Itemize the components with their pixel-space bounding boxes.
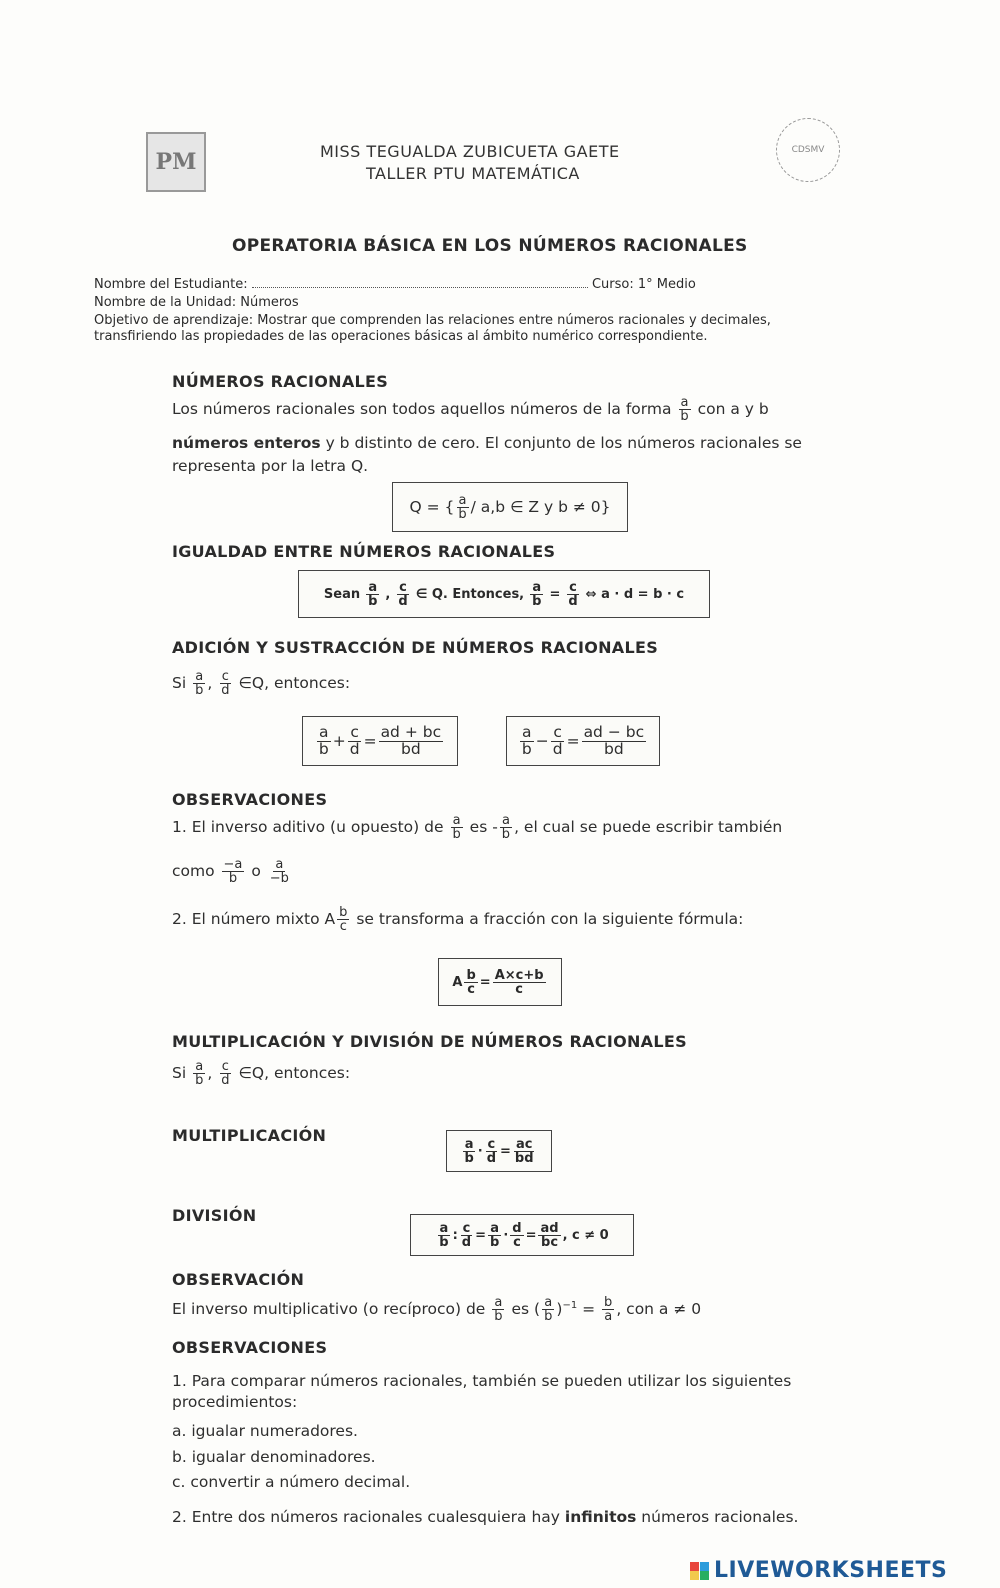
definition-line-3: representa por la letra Q.: [172, 457, 369, 475]
reciprocal-observation: El inverso multiplicativo (o recíproco) de $\frac{a}{b}$ es ( $\frac{a}{b}$ )$^{-1}$ = $\frac{b}{a}$ , con a ≠ 0: [172, 1295, 702, 1325]
formula-fraction: $\frac{a}{b}$: [458, 492, 467, 522]
comparison-item-1: 1. Para comparar números racionales, también se pueden utilizar los siguientes: [172, 1372, 792, 1390]
course-label: Curso: 1° Medio: [591, 277, 696, 292]
teacher-name: MISS TEGUALDA ZUBICUETA GAETE: [320, 142, 620, 161]
procedure-b: b. igualar denominadores.: [172, 1448, 376, 1466]
page-title: OPERATORIA BÁSICA EN LOS NÚMEROS RACIONALES: [232, 236, 748, 256]
mixed-number-formula-box: A $\frac{b}{c}$ = $\frac{A\times c+b}{c}$: [438, 958, 562, 1006]
comparison-item-1-cont: procedimientos:: [172, 1393, 298, 1411]
observation-item-1: 1. El inverso aditivo (u opuesto) de $\frac{a}{b}$ es - $\frac{a}{b}$ , el cual se puede escribir también: [172, 813, 783, 842]
entonces-text: ∈ Q. Entonces,: [415, 586, 525, 602]
school-logo-text: PM: [155, 149, 197, 175]
definition-paragraph: [172, 396, 872, 423]
objective-line-1: Objetivo de aprendizaje: Mostrar que comprenden las relaciones entre números racionales y decimales,: [94, 313, 771, 328]
observations-heading-2: OBSERVACIONES: [172, 1338, 328, 1357]
division-heading: DIVISIÓN: [172, 1206, 257, 1225]
equality-result: ⇔ a · d = b · c: [585, 586, 685, 602]
student-label: Nombre del Estudiante:: [94, 277, 248, 292]
section-heading-adicion: ADICIÓN Y SUSTRACCIÓN DE NÚMEROS RACIONALES: [172, 638, 659, 657]
procedure-c: c. convertir a número decimal.: [172, 1473, 411, 1491]
section-heading-igualdad: IGUALDAD ENTRE NÚMEROS RACIONALES: [172, 542, 556, 561]
workshop-name: TALLER PTU MATEMÁTICA: [366, 164, 580, 183]
definition-line-2: [172, 432, 802, 455]
section-heading-racionales: NÚMEROS RACIONALES: [172, 372, 389, 391]
brand-icon: [690, 1562, 710, 1580]
liveworksheets-logo[interactable]: [690, 1558, 947, 1583]
definition-text-2: con a y b: [697, 400, 769, 418]
brand-text: LIVEWORKSHEETS: [714, 1558, 948, 1583]
observation-item-1-como: como $\frac{-a}{b}$ o $\frac{a}{-b}$: [172, 857, 289, 886]
section-heading-multiplicacion-division: MULTIPLICACIÓN Y DIVISIÓN DE NÚMEROS RACIONALES: [172, 1032, 687, 1051]
definition-text-1: Los números racionales son todos aquellos números de la forma: [172, 400, 672, 418]
observation-item-2: 2. El número mixto A $\frac{b}{c}$ se transforma a fracción con la siguiente fórmula:: [172, 905, 744, 934]
set-condition: / a,b ∈ Z y b ≠ 0: [470, 497, 601, 516]
fraction-a-b: $\frac{a}{b}$: [680, 395, 689, 424]
observation-heading: OBSERVACIÓN: [172, 1270, 305, 1289]
sum-formula-box: $\frac{a}{b}$ + $\frac{c}{d}$ = $\frac{ad + bc}{bd}$: [302, 716, 458, 766]
observations-heading-1: OBSERVACIONES: [172, 790, 328, 809]
multiplication-formula-box: $\frac{a}{b}$ · $\frac{c}{d}$ = $\frac{ac}{bd}$: [446, 1130, 552, 1172]
sean-text: Sean: [323, 586, 361, 602]
student-name-dots[interactable]: [252, 287, 588, 288]
definition-text-3: y b distinto de cero. El conjunto de los números racionales se: [325, 434, 802, 452]
procedure-a: a. igualar numeradores.: [172, 1422, 358, 1440]
seal-text: CDSMV: [791, 145, 825, 155]
addition-premise: Si $\frac{a}{b}$ , $\frac{c}{d}$ ∈Q, entonces:: [172, 669, 351, 698]
set-formula-box: Q = { $\frac{a}{b}$ / a,b ∈ Z y b ≠ 0 }: [392, 482, 628, 532]
enteros-term: números enteros: [172, 434, 321, 452]
objective-line-2: transfiriendo las propiedades de las operaciones básicas al ámbito numérico correspondiente.: [94, 329, 708, 344]
multiplication-premise: Si $\frac{a}{b}$ , $\frac{c}{d}$ ∈Q, entonces:: [172, 1059, 351, 1088]
division-formula-box: $\frac{a}{b}$ : $\frac{c}{d}$ = $\frac{a}{b}$ · $\frac{d}{c}$ = $\frac{ad}{bc}$ , c ≠ 0: [410, 1214, 634, 1256]
unit-name: Nombre de la Unidad: Números: [94, 295, 299, 310]
department-seal: [776, 118, 840, 182]
multiplication-heading: MULTIPLICACIÓN: [172, 1126, 327, 1145]
difference-formula-box: $\frac{a}{b}$ − $\frac{c}{d}$ = $\frac{ad - bc}{bd}$: [506, 716, 660, 766]
school-logo: [146, 132, 206, 192]
equality-formula-box: Sean $\frac{a}{b}$ , $\frac{c}{d}$ ∈ Q. Entonces, $\frac{a}{b}$ = $\frac{c}{d}$ ⇔ a · d = b · c: [298, 570, 710, 618]
infinitos-term: infinitos: [564, 1508, 637, 1526]
student-name-line: [94, 276, 696, 294]
density-item-2: 2. Entre dos números racionales cualesquiera hay infinitos números racionales.: [172, 1508, 799, 1526]
